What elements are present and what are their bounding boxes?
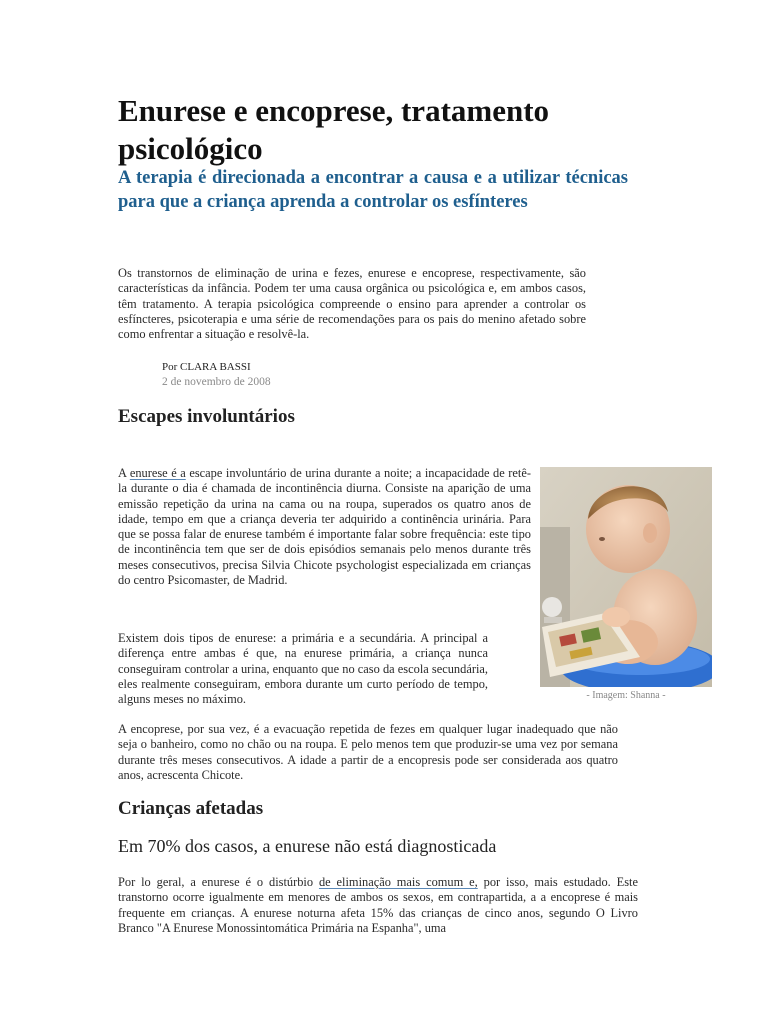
section2-paragraph-1 [118,875,638,936]
image-caption: - Imagem: Shanna - [586,690,666,701]
section-subheading: Em 70% dos casos, a enurese não está diagnosticada [118,836,497,856]
section1-paragraph-2: Existem dois tipos de enurese: a primária e a secundária. A principal a diferença entre ambas é que, na enurese primária, a criança nunca conseguiram controlar a urina, enquanto que no caso da escola secundária, eles realmente conseguiram, embora durante um curto período de tempo, alguns meses no máximo. [118,631,488,707]
section1-paragraph-1 [118,466,531,588]
author-byline: Por CLARA BASSI [162,361,251,373]
child-reading-image [540,467,712,687]
article-photo [540,467,712,687]
publish-date: 2 de novembro de 2008 [162,376,271,388]
intro-paragraph: Os transtornos de eliminação de urina e fezes, enurese e encoprese, respectivamente, são características da infância. Podem ter uma causa orgânica ou psicológica e, em ambos casos, têm tratamento. A terapia psicológica compreende o ensino para aprender a controlar os esfíncteres, psicoterapia e uma série de recomendações para os pais do menino afetado sobre como enfrentar a situação e resolvê-la. [118,266,586,342]
inline-link-eliminacao[interactable]: de eliminação mais comum e, [318,875,478,889]
inline-link-enurese[interactable]: enurese é a [129,466,186,480]
para-text: escape involuntário de urina durante a noite; a incapacidade de retê-la durante o dia é chamada de incontinência diurna. Consiste na aparição de uma emissão repetição da urina na cama ou na roupa, superados os quatro anos de idade, tempo em que a criança deveria ter adquirido a continência urinária. Para que se possa falar de enurese também é importante falar sobre frequência: este tipo de incontinência tem que ser de dois episódios semanais pelo menos durante três meses consecutivos, precisa Silvia Chicote psychologist especializada em crianças do centro Psicomaster, de Madrid. [118,466,531,588]
para-text: por isso, mais estudado. Este transtorno ocorre igualmente em menores de ambos os sexos, em contrapartida, a a encoprese é mais frequente em crianças. A enurese noturna afeta 15% das crianças de cinco anos, segundo O Livro Branco "A Enurese Monossintomática Primária na Espanha", uma [118,875,638,935]
page-title: Enurese e encoprese, tratamento psicológico [118,93,550,166]
para-text: Por lo geral, a enurese é o distúrbio [118,875,319,889]
article-subtitle: A terapia é direcionada a encontrar a causa e a utilizar técnicas para que a criança aprenda a controlar os esfínteres [118,168,628,212]
para-text: A [118,466,130,480]
section-heading-escapes: Escapes involuntários [118,406,295,427]
section-heading-criancas: Crianças afetadas [118,798,264,819]
section1-paragraph-3: A encoprese, por sua vez, é a evacuação repetida de fezes em qualquer lugar inadequado que não seja o banheiro, como no chão ou na roupa. E pelo menos tem que produzir-se uma vez por semana durante três meses consecutivos. A idade a partir de a encopresis pode ser considerada aos quatro anos, acrescenta Chicote. [118,722,618,782]
